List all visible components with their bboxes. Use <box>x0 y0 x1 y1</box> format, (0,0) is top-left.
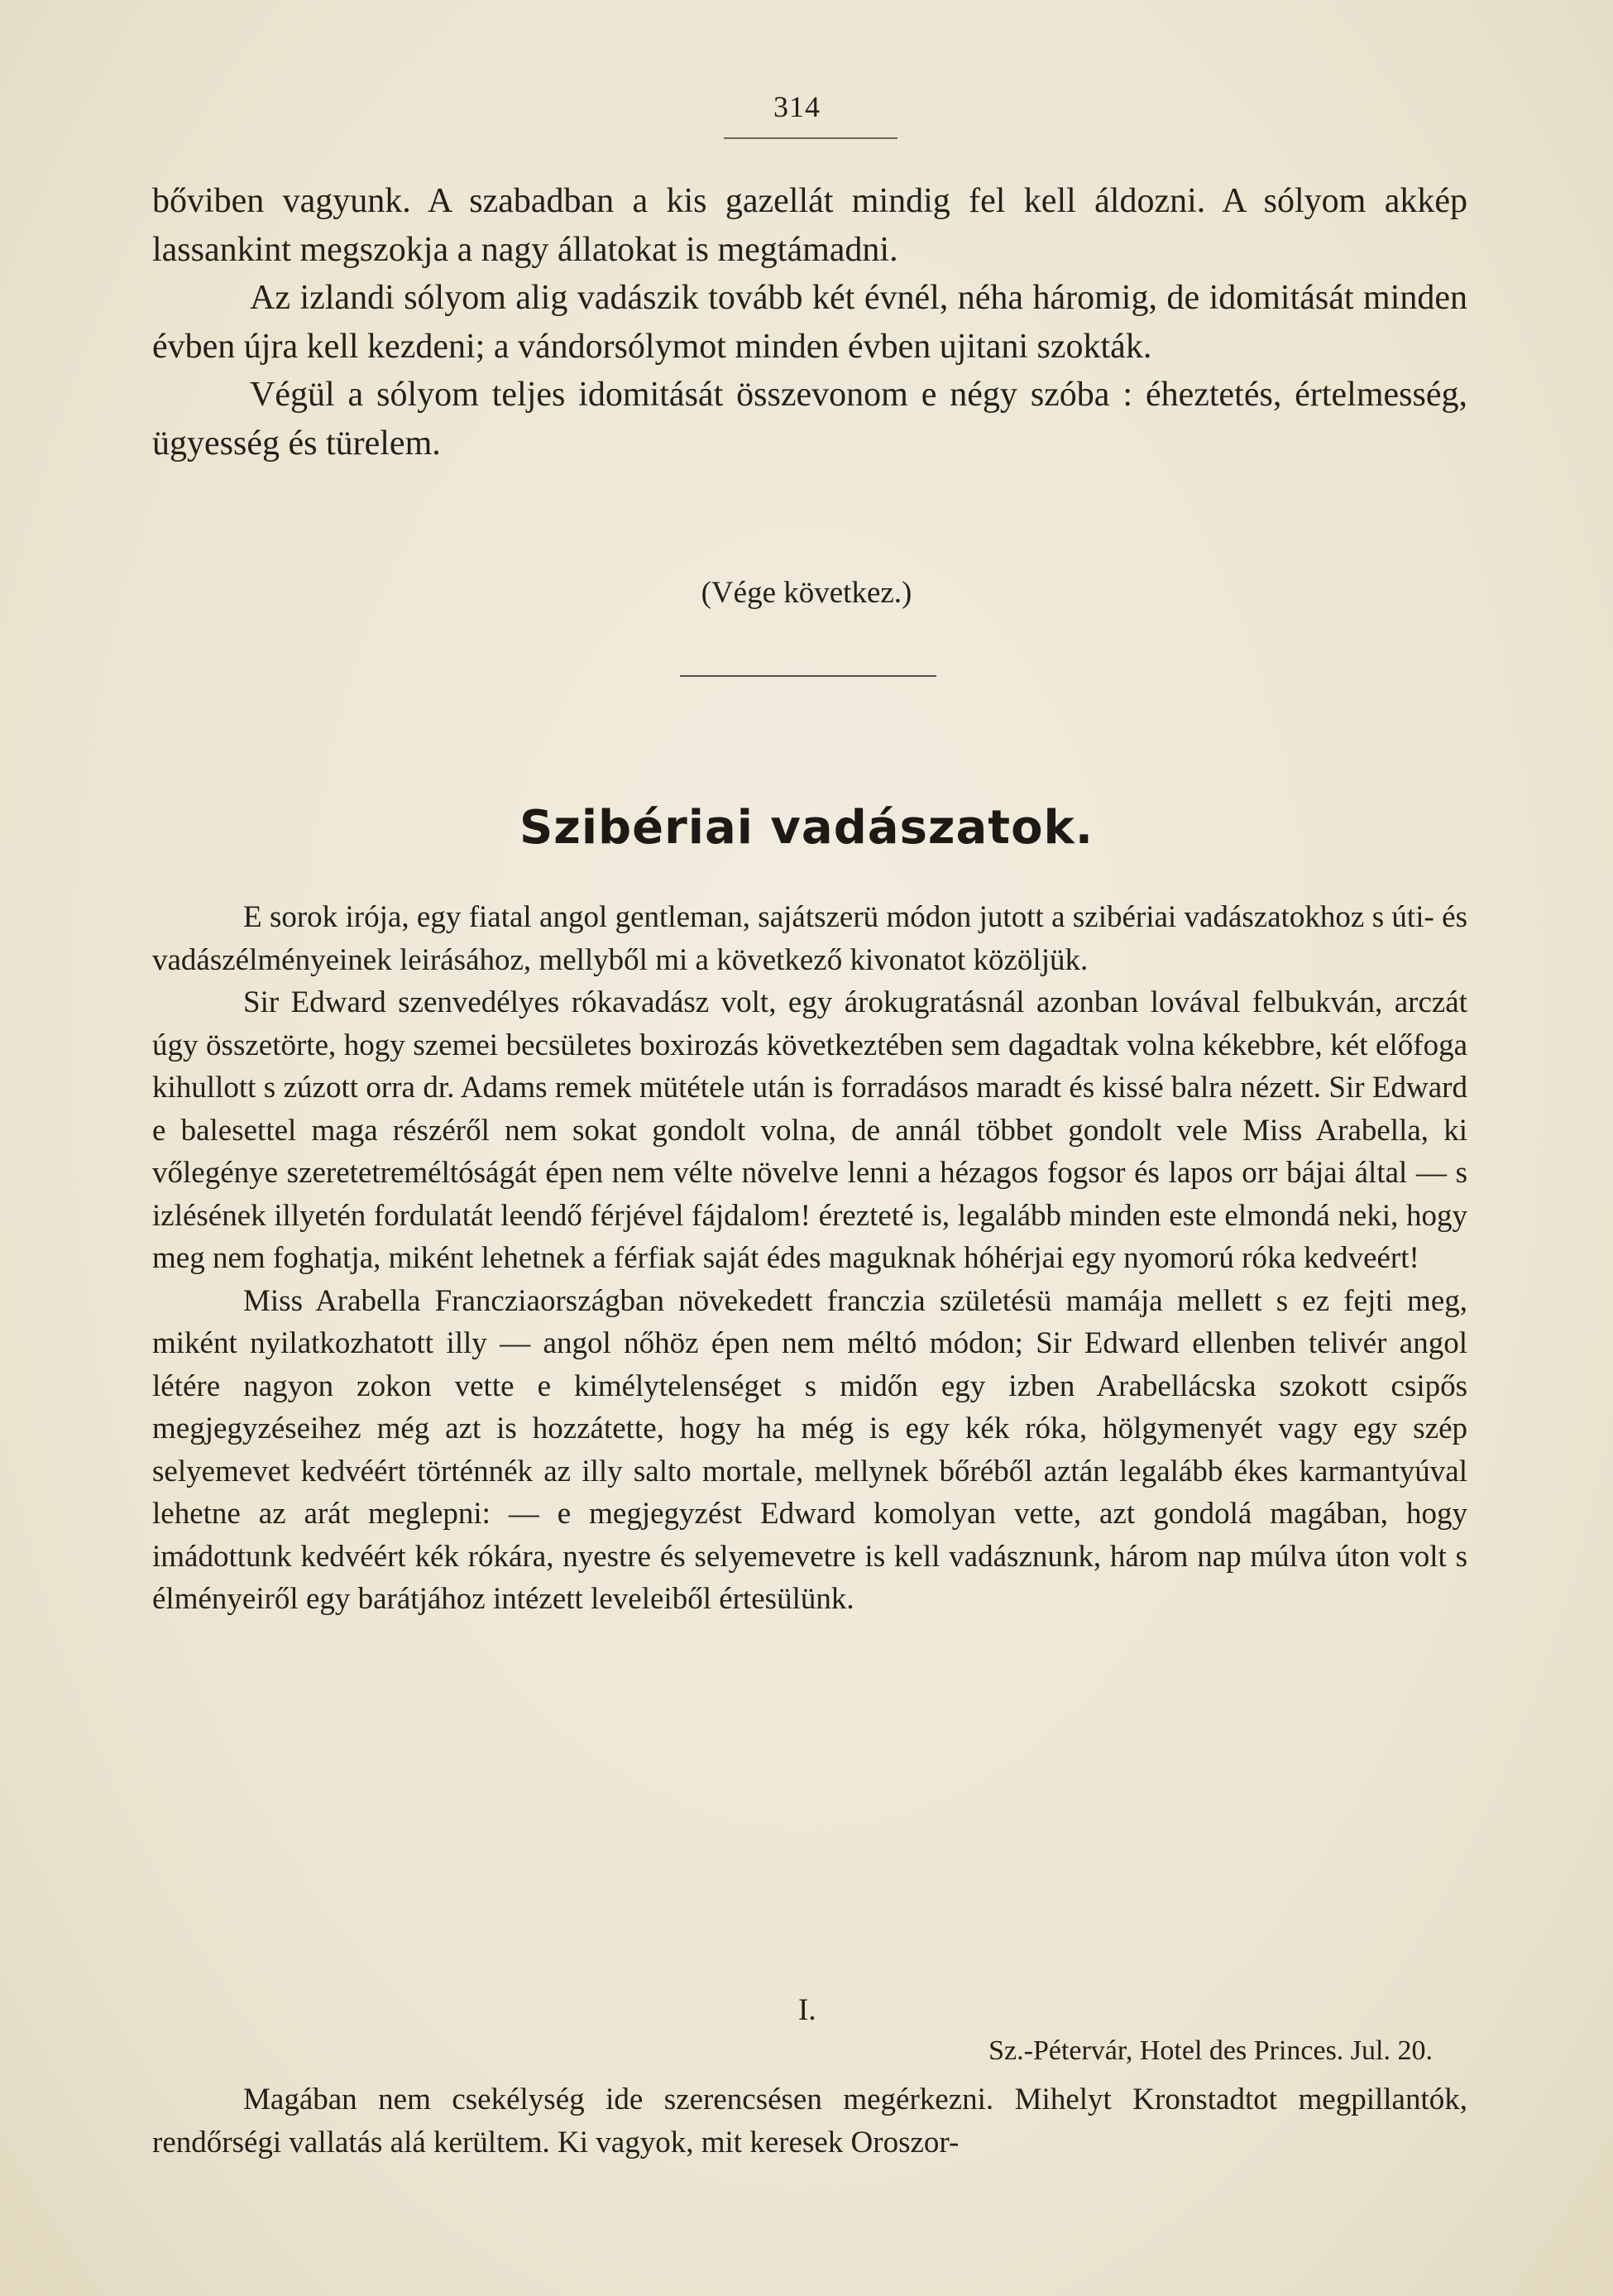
section-divider <box>680 675 936 677</box>
chapter-paragraph-3: Miss Arabella Francziaországban növekedett franczia születésü mamája mellett s ez fejti meg, miként nyilatkozhatott illy — angol nőhöz épen nem méltó módon; Sir Edward ellenben telivér angol létére nagyon zokon vette e kimélytelenséget s midőn egy izben Arabellácska szokott csipős megjegyzéseihez még azt is hozzátette, hogy ha még is egy kék róka, hölgymenyét vagy egy szép selyemevet kedvéért történnék az illy salto mortale, mellynek bőréből aztán legalább ékes karmantyúval lehetne az arát meglepni: — e megjegyzést Edward komolyan vette, azt gondolá magában, hogy imádottunk kedvéért kék rókára, nyestre és selyemevetre is kell vadásznunk, három nap múlva úton volt s élményeiről egy barátjához intézett leveleiből értesülünk. <box>152 1283 1467 1616</box>
continuation-note: (Vége következ.) <box>701 576 912 610</box>
chapter-paragraph-1: E sorok irója, egy fiatal angol gentleman, sajátszerü módon jutott a szibériai vadászatokhoz s úti- és vadászélményeinek leirásához, mellyből mi a következő kivonatot közöljük. <box>152 900 1467 977</box>
chapter-title: Szibériai vadászatok. <box>519 801 1094 855</box>
letter-dateline: Sz.-Pétervár, Hotel des Princes. Jul. 20. <box>988 2035 1433 2066</box>
letter-paragraph-1: Magában nem csekélység ide szerencsésen megérkezni. Mihelyt Kronstadtot megpillantók, rendőrségi vallatás alá kerültem. Ki vagyok, mit keresek Oroszor- <box>152 2083 1467 2159</box>
header-rule <box>724 137 897 139</box>
intro-paragraph-2: Az izlandi sólyom alig vadászik tovább két évnél, néha háromig, de idomitását minden évben újra kell kezdeni; a vándorsólymot minden évben ujitani szokták. <box>152 279 1467 366</box>
section-number: I. <box>798 1993 816 2027</box>
chapter-body <box>152 896 1467 1621</box>
page-number: 314 <box>773 90 821 123</box>
intro-paragraph-1: bőviben vagyunk. A szabadban a kis gazellát mindig fel kell áldozni. A sólyom akkép lassankint megszokja a nagy állatokat is megtámadni. <box>152 182 1467 269</box>
chapter-paragraph-2: Sir Edward szenvedélyes rókavadász volt, egy árokugratásnál azonban lovával felbukván, arczát úgy összetörte, hogy szemei becsületes boxirozás következtében sem dagadtak volna kékebbre, két előfoga kihullott s zúzott orra dr. Adams remek mütétele után is forradásos maradt és kissé balra nézett. Sir Edward e balesettel maga részéről nem sokat gondolt volna, de annál többet gondolt vele Miss Arabella, ki vőlegénye szeretetreméltóságát épen nem vélte növelve lenni a hézagos fogsor és lapos orr bájai által — s izlésének illyetén fordulatát leendő férjével fájdalom! érezteté is, legalább minden este elmondá neki, hogy meg nem foghatja, miként lehetnek a férfiak saját édes maguknak hóhérjai egy nyomorú róka kedveért! <box>152 985 1467 1275</box>
letter-body <box>152 2078 1467 2164</box>
intro-paragraph-3: Végül a sólyom teljes idomitását összevonom e négy szóba : éheztetés, értelmesség, ügyesség és türelem. <box>152 376 1467 463</box>
intro-section <box>152 177 1467 467</box>
